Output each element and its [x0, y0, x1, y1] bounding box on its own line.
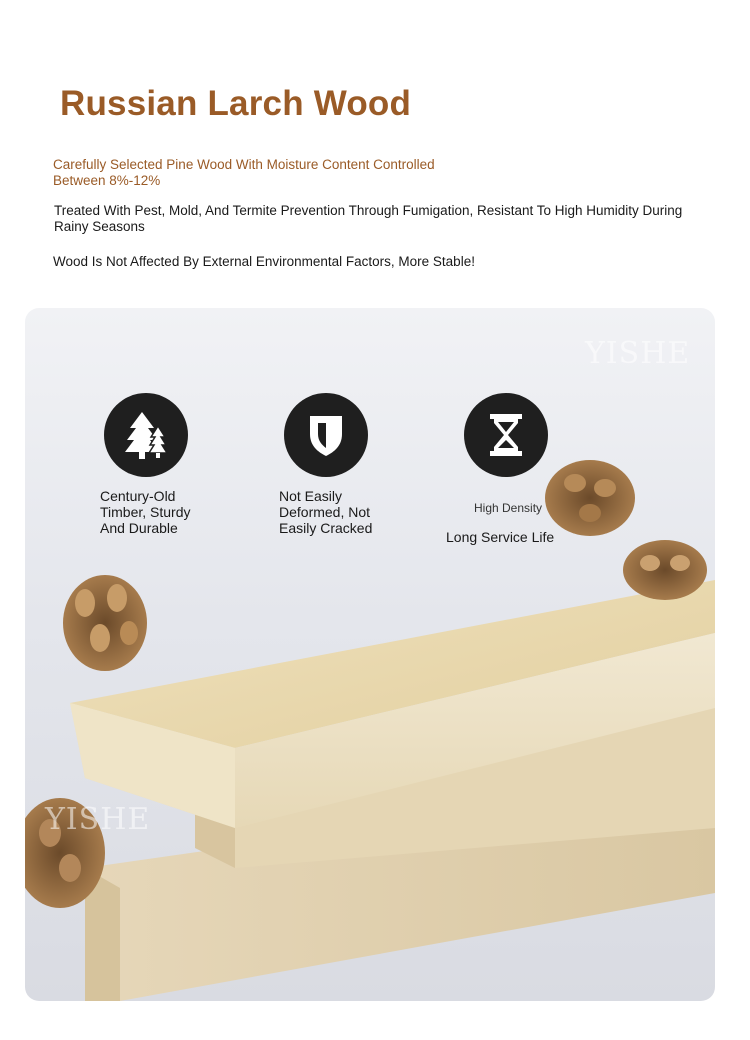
watermark: YISHE	[45, 802, 151, 837]
feature-label-density: High Density	[474, 501, 543, 515]
tree-icon	[104, 393, 188, 477]
description-treatment: Treated With Pest, Mold, And Termite Prevention Through Fumigation, Resistant To High Humidity During Rainy Seasons	[54, 203, 683, 234]
product-photo	[25, 308, 715, 1001]
hourglass-icon	[464, 393, 548, 477]
shield-icon	[284, 393, 368, 477]
watermark: YISHE	[585, 336, 691, 371]
pine-cone-left	[63, 575, 147, 671]
subtitle: Carefully Selected Pine Wood With Moisture Content Controlled Between 8%-12%	[53, 157, 435, 188]
feature-label-service-life: Long Service Life	[446, 529, 555, 545]
page-title: Russian Larch Wood	[60, 84, 412, 123]
description-stability: Wood Is Not Affected By External Environmental Factors, More Stable!	[53, 254, 475, 269]
feature-label-deform: Not Easily Deformed, Not Easily Cracked	[279, 488, 373, 536]
feature-label-timber: Century-Old Timber, Sturdy And Durable	[100, 488, 191, 536]
